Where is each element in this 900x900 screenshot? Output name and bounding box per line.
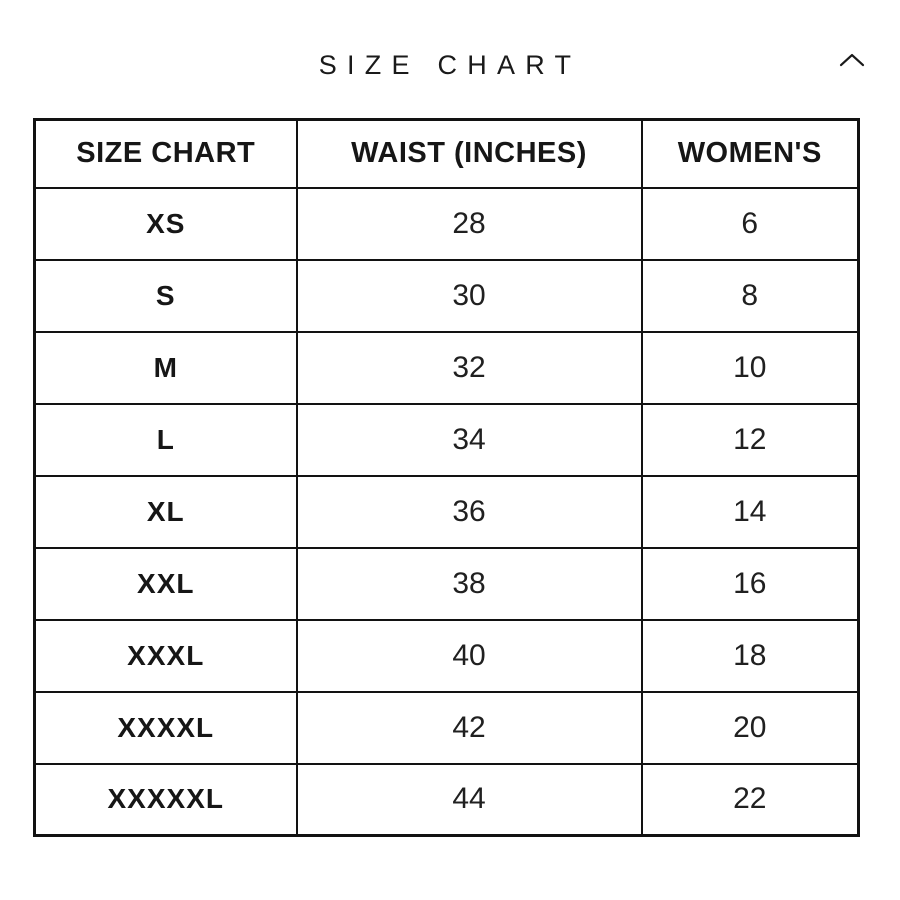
waist-cell: 36 xyxy=(297,476,642,548)
womens-cell: 16 xyxy=(642,548,859,620)
table-row xyxy=(35,620,859,692)
table-row xyxy=(35,188,859,260)
collapse-toggle-button[interactable] xyxy=(834,47,870,73)
column-header-size: SIZE CHART xyxy=(35,120,297,188)
womens-cell: 6 xyxy=(642,188,859,260)
accordion-title: SIZE CHART xyxy=(318,49,582,80)
womens-cell: 8 xyxy=(642,260,859,332)
womens-cell: 12 xyxy=(642,404,859,476)
size-chart-accordion-header[interactable] xyxy=(0,0,900,118)
size-cell: XXXL xyxy=(35,620,297,692)
chevron-up-icon xyxy=(838,57,866,72)
waist-cell: 32 xyxy=(297,332,642,404)
table-row xyxy=(35,404,859,476)
table-header-row xyxy=(35,120,859,188)
size-cell: XS xyxy=(35,188,297,260)
size-cell: XXXXL xyxy=(35,692,297,764)
womens-cell: 22 xyxy=(642,764,859,836)
table-row xyxy=(35,260,859,332)
size-cell: S xyxy=(35,260,297,332)
waist-cell: 44 xyxy=(297,764,642,836)
womens-cell: 14 xyxy=(642,476,859,548)
size-cell: L xyxy=(35,404,297,476)
waist-cell: 38 xyxy=(297,548,642,620)
waist-cell: 42 xyxy=(297,692,642,764)
waist-cell: 34 xyxy=(297,404,642,476)
womens-cell: 18 xyxy=(642,620,859,692)
column-header-waist: WAIST (INCHES) xyxy=(297,120,642,188)
table-row xyxy=(35,764,859,836)
size-cell: XXXXXL xyxy=(35,764,297,836)
womens-cell: 10 xyxy=(642,332,859,404)
table-row xyxy=(35,476,859,548)
column-header-womens: WOMEN'S xyxy=(642,120,859,188)
waist-cell: 40 xyxy=(297,620,642,692)
table-row xyxy=(35,548,859,620)
waist-cell: 30 xyxy=(297,260,642,332)
size-chart-table xyxy=(33,118,860,837)
size-cell: M xyxy=(35,332,297,404)
womens-cell: 20 xyxy=(642,692,859,764)
size-cell: XL xyxy=(35,476,297,548)
table-row xyxy=(35,692,859,764)
waist-cell: 28 xyxy=(297,188,642,260)
table-row xyxy=(35,332,859,404)
size-cell: XXL xyxy=(35,548,297,620)
